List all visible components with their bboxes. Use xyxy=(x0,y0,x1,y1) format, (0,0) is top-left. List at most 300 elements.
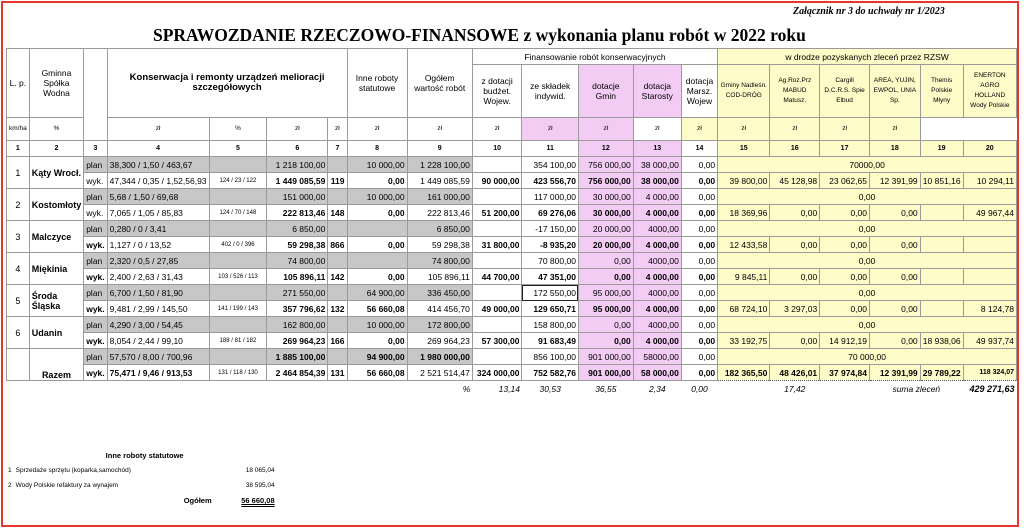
value-cell: 105 896,11 xyxy=(267,269,328,285)
kmha-cell: 6,700 / 1,50 / 81,90 xyxy=(107,285,209,301)
gsw-name: Środa Śląska xyxy=(29,285,84,317)
value-cell: 90 000,00 xyxy=(472,173,522,189)
kmha-cell: 2,320 / 0,5 / 27,85 xyxy=(107,253,209,269)
value-cell: 31 800,00 xyxy=(472,237,522,253)
column-number: 2 xyxy=(29,141,84,157)
zlecenia-cell: 0,00 xyxy=(820,301,870,317)
unit-cell: zł xyxy=(267,118,328,141)
header-z18: AREA, YUJIN, EWPOL, UNIA Sp. xyxy=(869,65,920,118)
value-cell xyxy=(472,285,522,301)
pct-cell xyxy=(209,317,267,333)
value-cell: 20 000,00 xyxy=(578,221,633,237)
row-type-label: wyk. xyxy=(84,269,107,285)
annex-note: Załącznik nr 3 do uchwały nr 1/2023 xyxy=(793,6,945,17)
value-cell: 4 000,00 xyxy=(633,301,681,317)
value-cell: 49 000,00 xyxy=(472,301,522,317)
value-cell: 0,00 xyxy=(578,333,633,349)
row-type-label: wyk. xyxy=(84,365,107,381)
value-cell: 756 000,00 xyxy=(578,157,633,173)
zlecenia-cell: 0,00 xyxy=(869,301,920,317)
value-cell: 0,00 xyxy=(578,317,633,333)
value-cell: 354 100,00 xyxy=(522,157,578,173)
value-cell: 0,00 xyxy=(681,173,717,189)
empty-cell xyxy=(84,381,107,397)
zlecenia-cell: 0,00 xyxy=(869,205,920,221)
empty-cell xyxy=(7,381,30,397)
unit-cell: zł xyxy=(578,118,633,141)
table-row xyxy=(7,221,1017,237)
row-type-label: wyk. xyxy=(84,237,107,253)
header-lp: L. p. xyxy=(7,49,30,118)
value-cell: 4000,00 xyxy=(633,285,681,301)
pct-cell xyxy=(209,189,267,205)
value-cell: 0,00 xyxy=(347,237,407,253)
table-row xyxy=(7,285,1017,301)
pct-cell xyxy=(328,349,347,365)
value-cell: 1 980 000,00 xyxy=(407,349,472,365)
value-cell: 4000,00 xyxy=(633,253,681,269)
value-cell: 91 683,49 xyxy=(522,333,578,349)
sum-value: 429 271,63 xyxy=(969,383,1015,394)
unit-cell: zł xyxy=(107,118,209,141)
zlecenia-cell: 118 324,07 xyxy=(963,365,1016,381)
unit-cell: zł xyxy=(472,118,522,141)
row-type-label: plan xyxy=(84,221,107,237)
row-type-label: plan xyxy=(84,253,107,269)
unit-cell: zł xyxy=(718,118,770,141)
zlecenia-cell: 12 391,99 xyxy=(869,365,920,381)
column-number: 19 xyxy=(920,141,963,157)
unit-cell: zł xyxy=(869,118,920,141)
report-title: SPRAWOZDANIE RZECZOWO-FINANSOWE z wykonania planu robót w 2022 roku xyxy=(153,25,806,45)
row-number: 5 xyxy=(7,285,30,317)
zlecenia-plan-cell: 70 000,00 xyxy=(718,349,1017,365)
table-row xyxy=(7,237,1017,253)
percent-cell: 36,55 xyxy=(595,383,617,394)
column-number: 7 xyxy=(328,141,347,157)
kmha-cell: 2,400 / 2,63 / 31,43 xyxy=(107,269,209,285)
zlecenia-plan-cell: 0,00 xyxy=(718,253,1017,269)
header-zlecen: w drodze pozyskanych zleceń przez RZSW xyxy=(718,49,1017,65)
value-cell: 10 000,00 xyxy=(347,189,407,205)
empty-cell xyxy=(209,381,267,397)
value-cell: 1 449 085,59 xyxy=(267,173,328,189)
value-cell: 64 900,00 xyxy=(347,285,407,301)
zlecenia-cell: 45 128,98 xyxy=(770,173,820,189)
value-cell: 0,00 xyxy=(681,221,717,237)
zlecenia-cell: 0,00 xyxy=(869,333,920,349)
unit-cell: km/ha xyxy=(7,118,30,141)
zlecenia-cell: 49 937,74 xyxy=(963,333,1016,349)
pct-cell: 166 xyxy=(328,333,347,349)
column-number: 10 xyxy=(472,141,522,157)
value-cell: 56 660,08 xyxy=(347,301,407,317)
zlecenia-cell: 182 365,50 xyxy=(718,365,770,381)
table-row xyxy=(7,333,1017,349)
column-number: 15 xyxy=(718,141,770,157)
column-number: 16 xyxy=(770,141,820,157)
value-cell: 0,00 xyxy=(681,157,717,173)
zlecenia-cell: 49 967,44 xyxy=(963,205,1016,221)
table-row xyxy=(7,301,1017,317)
value-cell: 0,00 xyxy=(681,253,717,269)
header-finansowanie: Finansowanie robót konserwacyjnych xyxy=(472,49,717,65)
pct-cell xyxy=(209,285,267,301)
zlecenia-plan-cell: 0,00 xyxy=(718,221,1017,237)
value-cell: 6 850,00 xyxy=(267,221,328,237)
column-number: 20 xyxy=(963,141,1016,157)
value-cell: 269 964,23 xyxy=(267,333,328,349)
value-cell: 172 550,00 xyxy=(522,285,578,301)
column-number: 11 xyxy=(522,141,578,157)
pct-cell: 124 / 70 / 148 xyxy=(209,205,267,221)
value-cell: 69 276,06 xyxy=(522,205,578,221)
value-cell xyxy=(472,317,522,333)
empty-cell xyxy=(718,381,770,397)
header-gsw: Gminna Spółka Wodna xyxy=(29,49,84,118)
row-type-label: plan xyxy=(84,157,107,173)
percent-cell: 0,00 xyxy=(691,383,708,394)
table-row xyxy=(7,205,1017,221)
row-number xyxy=(7,349,30,381)
value-cell: 6 850,00 xyxy=(407,221,472,237)
row-number: 4 xyxy=(7,253,30,285)
list-item: 1 Sprzedaże sprzętu (koparka,samochód) 18 065,04 xyxy=(8,467,275,474)
percent-cell: 2,34 xyxy=(649,383,666,394)
value-cell: 58000,00 xyxy=(633,349,681,365)
inne-total-row: Ogółem 56 660,08 xyxy=(183,496,275,505)
value-cell: 901 000,00 xyxy=(578,349,633,365)
zlecenia-cell: 0,00 xyxy=(820,205,870,221)
zlecenia-cell: 3 297,03 xyxy=(770,301,820,317)
value-cell: 74 800,00 xyxy=(267,253,328,269)
value-cell: 0,00 xyxy=(578,253,633,269)
unit-cell: zł xyxy=(328,118,347,141)
value-cell: 95 000,00 xyxy=(578,301,633,317)
value-cell: 51 200,00 xyxy=(472,205,522,221)
value-cell: 10 000,00 xyxy=(347,317,407,333)
zlecenia-cell: 0,00 xyxy=(770,205,820,221)
row-type-label: wyk. xyxy=(84,301,107,317)
value-cell: 1 449 085,59 xyxy=(407,173,472,189)
kmha-cell: 8,054 / 2,44 / 99,10 xyxy=(107,333,209,349)
pct-cell: 141 / 199 / 143 xyxy=(209,301,267,317)
value-cell: 161 000,00 xyxy=(407,189,472,205)
pct-cell xyxy=(209,349,267,365)
header-dotbud: z dotacji budżet. Wojew. xyxy=(472,65,522,118)
zlecenia-cell: 37 974,84 xyxy=(820,365,870,381)
value-cell: 4 000,00 xyxy=(633,189,681,205)
list-item: 2 Wody Polskie refaktury za wynajem 38 595,04 xyxy=(8,482,275,489)
gsw-name: Malczyce xyxy=(29,221,84,253)
value-cell: 129 650,71 xyxy=(522,301,578,317)
value-cell: 423 556,70 xyxy=(522,173,578,189)
zlecenia-cell: 29 789,22 xyxy=(920,365,963,381)
value-cell: 151 000,00 xyxy=(267,189,328,205)
report-table xyxy=(6,48,1017,396)
zlecenia-cell: 0,00 xyxy=(770,333,820,349)
row-number: 2 xyxy=(7,189,30,221)
value-cell: 414 456,70 xyxy=(407,301,472,317)
value-cell: 57 300,00 xyxy=(472,333,522,349)
pct-cell: 131 / 118 / 130 xyxy=(209,365,267,381)
value-cell: 4 000,00 xyxy=(633,205,681,221)
unit-cell: zł xyxy=(681,118,717,141)
value-cell xyxy=(347,253,407,269)
inne-section-title: Inne roboty statutowe xyxy=(105,451,184,460)
zlecenia-cell: 9 845,11 xyxy=(718,269,770,285)
value-cell: -17 150,00 xyxy=(522,221,578,237)
gsw-name: Kąty Wrocł. xyxy=(29,157,84,189)
kmha-cell: 1,127 / 0 / 13,52 xyxy=(107,237,209,253)
unit-cell: zł xyxy=(347,118,407,141)
value-cell: 0,00 xyxy=(347,173,407,189)
zlecenia-cell xyxy=(920,301,963,317)
zlecenia-plan-cell: 0,00 xyxy=(718,189,1017,205)
column-number: 17 xyxy=(820,141,870,157)
pct-cell: 132 xyxy=(328,301,347,317)
kmha-cell: 75,471 / 9,46 / 913,53 xyxy=(107,365,209,381)
value-cell: 38 000,00 xyxy=(633,157,681,173)
zlecenia-cell: 10 294,11 xyxy=(963,173,1016,189)
value-cell: 38 000,00 xyxy=(633,173,681,189)
unit-cell: % xyxy=(209,118,267,141)
column-number: 12 xyxy=(578,141,633,157)
value-cell xyxy=(472,221,522,237)
table-row xyxy=(7,173,1017,189)
value-cell: 58 000,00 xyxy=(633,365,681,381)
kmha-cell: 7,065 / 1,05 / 85,83 xyxy=(107,205,209,221)
row-number: 6 xyxy=(7,317,30,349)
table-row xyxy=(7,189,1017,205)
row-number: 1 xyxy=(7,157,30,189)
zlecenia-plan-cell: 70000,00 xyxy=(718,157,1017,173)
value-cell: 0,00 xyxy=(347,333,407,349)
unit-cell: zł xyxy=(522,118,578,141)
value-cell: 74 800,00 xyxy=(407,253,472,269)
value-cell: 0,00 xyxy=(681,365,717,381)
table-row xyxy=(7,157,1017,173)
empty-cell xyxy=(29,381,84,397)
zlecenia-cell: 8 124,78 xyxy=(963,301,1016,317)
column-number: 5 xyxy=(209,141,267,157)
kmha-cell: 47,344 / 0,35 / 1,52,56,93 xyxy=(107,173,209,189)
pct-cell: 142 xyxy=(328,269,347,285)
value-cell: 0,00 xyxy=(681,269,717,285)
pct-cell xyxy=(328,317,347,333)
value-cell: 1 885 100,00 xyxy=(267,349,328,365)
zlecenia-cell: 12 433,58 xyxy=(718,237,770,253)
value-cell xyxy=(472,189,522,205)
header-dotgmin: dotacje Gmin xyxy=(578,65,633,118)
empty-cell xyxy=(328,381,347,397)
zlecenia-cell: 12 391,99 xyxy=(869,173,920,189)
kmha-cell: 9,481 / 2,99 / 145,50 xyxy=(107,301,209,317)
gsw-name: Kostomłoty xyxy=(29,189,84,221)
unit-cell: zł xyxy=(820,118,870,141)
empty-cell xyxy=(107,381,209,397)
zlecenia-cell: 14 912,19 xyxy=(820,333,870,349)
column-number: 14 xyxy=(681,141,717,157)
header-z16: Ag.Roz.Prz MABUD Matusz. xyxy=(770,65,820,118)
zlecenia-cell: 0,00 xyxy=(869,269,920,285)
pct-cell xyxy=(328,285,347,301)
value-cell: 2 521 514,47 xyxy=(407,365,472,381)
zlecenia-cell: 18 369,96 xyxy=(718,205,770,221)
kmha-cell: 5,68 / 1,50 / 69,68 xyxy=(107,189,209,205)
value-cell: 44 700,00 xyxy=(472,269,522,285)
zlecenia-cell: 23 062,65 xyxy=(820,173,870,189)
zlecenia-cell: 39 800,00 xyxy=(718,173,770,189)
value-cell: 0,00 xyxy=(681,205,717,221)
kmha-cell: 57,570 / 8,00 / 700,96 xyxy=(107,349,209,365)
value-cell: 117 000,00 xyxy=(522,189,578,205)
header-z17: Cargill D.C.R.S. Spie Elbud xyxy=(820,65,870,118)
pct-cell xyxy=(209,221,267,237)
pct-cell: 103 / 526 / 113 xyxy=(209,269,267,285)
table-row xyxy=(7,253,1017,269)
column-number: 1 xyxy=(7,141,30,157)
percent-row xyxy=(7,381,1017,397)
zlecenia-cell xyxy=(920,205,963,221)
pct-cell xyxy=(328,253,347,269)
percent-cell: 13,14 xyxy=(498,383,520,394)
value-cell: 856 100,00 xyxy=(522,349,578,365)
zlecenia-cell: 0,00 xyxy=(770,269,820,285)
row-type-label: plan xyxy=(84,317,107,333)
value-cell: 0,00 xyxy=(681,333,717,349)
zlecenia-cell: 10 851,16 xyxy=(920,173,963,189)
value-cell xyxy=(472,253,522,269)
empty-cell xyxy=(347,381,407,397)
value-cell: 0,00 xyxy=(578,269,633,285)
value-cell: 0,00 xyxy=(681,317,717,333)
value-cell: 0,00 xyxy=(681,285,717,301)
value-cell: 4 000,00 xyxy=(633,269,681,285)
header-z20: ENERTON AGRO HOLLAND Wody Polskie xyxy=(963,65,1016,118)
row-type-label: wyk. xyxy=(84,173,107,189)
pct-cell: 124 / 23 / 122 xyxy=(209,173,267,189)
column-number: 6 xyxy=(267,141,328,157)
header-row-1 xyxy=(7,49,1017,65)
unit-cell: zł xyxy=(633,118,681,141)
unit-cell: zł xyxy=(770,118,820,141)
pct-cell xyxy=(209,253,267,269)
unit-cell: % xyxy=(29,118,84,141)
zlecenia-plan-cell: 0,00 xyxy=(718,317,1017,333)
value-cell: 271 550,00 xyxy=(267,285,328,301)
header-z19: Themis Polskie Młyny xyxy=(920,65,963,118)
value-cell: 158 800,00 xyxy=(522,317,578,333)
header-dotmarsz: dotacja Marsz. Wojew xyxy=(681,65,717,118)
column-number: 13 xyxy=(633,141,681,157)
row-type-label: plan xyxy=(84,285,107,301)
zlecenia-cell: 18 938,06 xyxy=(920,333,963,349)
value-cell: -8 935,20 xyxy=(522,237,578,253)
value-cell: 105 896,11 xyxy=(407,269,472,285)
column-number: 9 xyxy=(407,141,472,157)
value-cell: 70 800,00 xyxy=(522,253,578,269)
value-cell: 222 813,46 xyxy=(267,205,328,221)
value-cell: 30 000,00 xyxy=(578,205,633,221)
column-numbers-row xyxy=(7,141,1017,157)
value-cell: 95 000,00 xyxy=(578,285,633,301)
pct-cell: 119 xyxy=(328,173,347,189)
pct-cell xyxy=(328,157,347,173)
header-konserwacja: Konserwacja i remonty urządzeń melioracji szczegółowych xyxy=(107,49,347,118)
inne-section xyxy=(6,448,277,508)
percent-cell: 17,42 xyxy=(784,383,806,394)
value-cell: 0,00 xyxy=(681,349,717,365)
value-cell: 4000,00 xyxy=(633,221,681,237)
header-skladek: ze składek indywid. xyxy=(522,65,578,118)
pct-cell: 148 xyxy=(328,205,347,221)
kmha-cell: 0,280 / 0 / 3,41 xyxy=(107,221,209,237)
unit-cell: zł xyxy=(407,118,472,141)
column-number: 8 xyxy=(347,141,407,157)
table-row xyxy=(7,349,1017,365)
pct-cell: 131 xyxy=(328,365,347,381)
header-blank xyxy=(84,49,107,141)
value-cell: 901 000,00 xyxy=(578,365,633,381)
table-body xyxy=(7,157,1017,397)
header-dotstar: dotacja Starosty xyxy=(633,65,681,118)
gsw-name: Miękinia xyxy=(29,253,84,285)
gsw-name: Razem xyxy=(29,349,84,381)
value-cell xyxy=(347,221,407,237)
pct-cell xyxy=(328,189,347,205)
row-type-label: plan xyxy=(84,349,107,365)
value-cell: 1 228 100,00 xyxy=(407,157,472,173)
zlecenia-plan-cell: 0,00 xyxy=(718,285,1017,301)
value-cell: 1 218 100,00 xyxy=(267,157,328,173)
value-cell: 0,00 xyxy=(681,237,717,253)
value-cell: 0,00 xyxy=(347,269,407,285)
zlecenia-cell: 0,00 xyxy=(820,269,870,285)
header-ogolem: Ogółem wartość robót xyxy=(407,49,472,118)
pct-cell xyxy=(328,221,347,237)
value-cell: 222 813,46 xyxy=(407,205,472,221)
header-inne: Inne roboty statutowe xyxy=(347,49,407,118)
units-row xyxy=(7,118,1017,141)
column-number: 3 xyxy=(84,141,107,157)
kmha-cell: 38,300 / 1,50 / 463,67 xyxy=(107,157,209,173)
pct-cell xyxy=(209,157,267,173)
pct-cell: 402 / 0 / 396 xyxy=(209,237,267,253)
pct-cell: 188 / 81 / 182 xyxy=(209,333,267,349)
column-number: 18 xyxy=(869,141,920,157)
header-z15: Gminy Nadleśn. COD-DRÓG xyxy=(718,65,770,118)
value-cell: 324 000,00 xyxy=(472,365,522,381)
value-cell xyxy=(472,157,522,173)
zlecenia-cell: 0,00 xyxy=(820,237,870,253)
value-cell: 56 660,08 xyxy=(347,365,407,381)
value-cell: 336 450,00 xyxy=(407,285,472,301)
row-type-label: wyk. xyxy=(84,333,107,349)
value-cell: 59 298,38 xyxy=(267,237,328,253)
pct-cell: 866 xyxy=(328,237,347,253)
value-cell: 30 000,00 xyxy=(578,189,633,205)
value-cell: 47 351,00 xyxy=(522,269,578,285)
value-cell: 2 464 854,39 xyxy=(267,365,328,381)
value-cell: 20 000,00 xyxy=(578,237,633,253)
percent-cell: 30,53 xyxy=(539,383,561,394)
zlecenia-cell: 68 724,10 xyxy=(718,301,770,317)
value-cell: 0,00 xyxy=(347,205,407,221)
percent-sign: % xyxy=(462,383,471,394)
value-cell: 357 796,62 xyxy=(267,301,328,317)
row-type-label: wyk. xyxy=(84,205,107,221)
